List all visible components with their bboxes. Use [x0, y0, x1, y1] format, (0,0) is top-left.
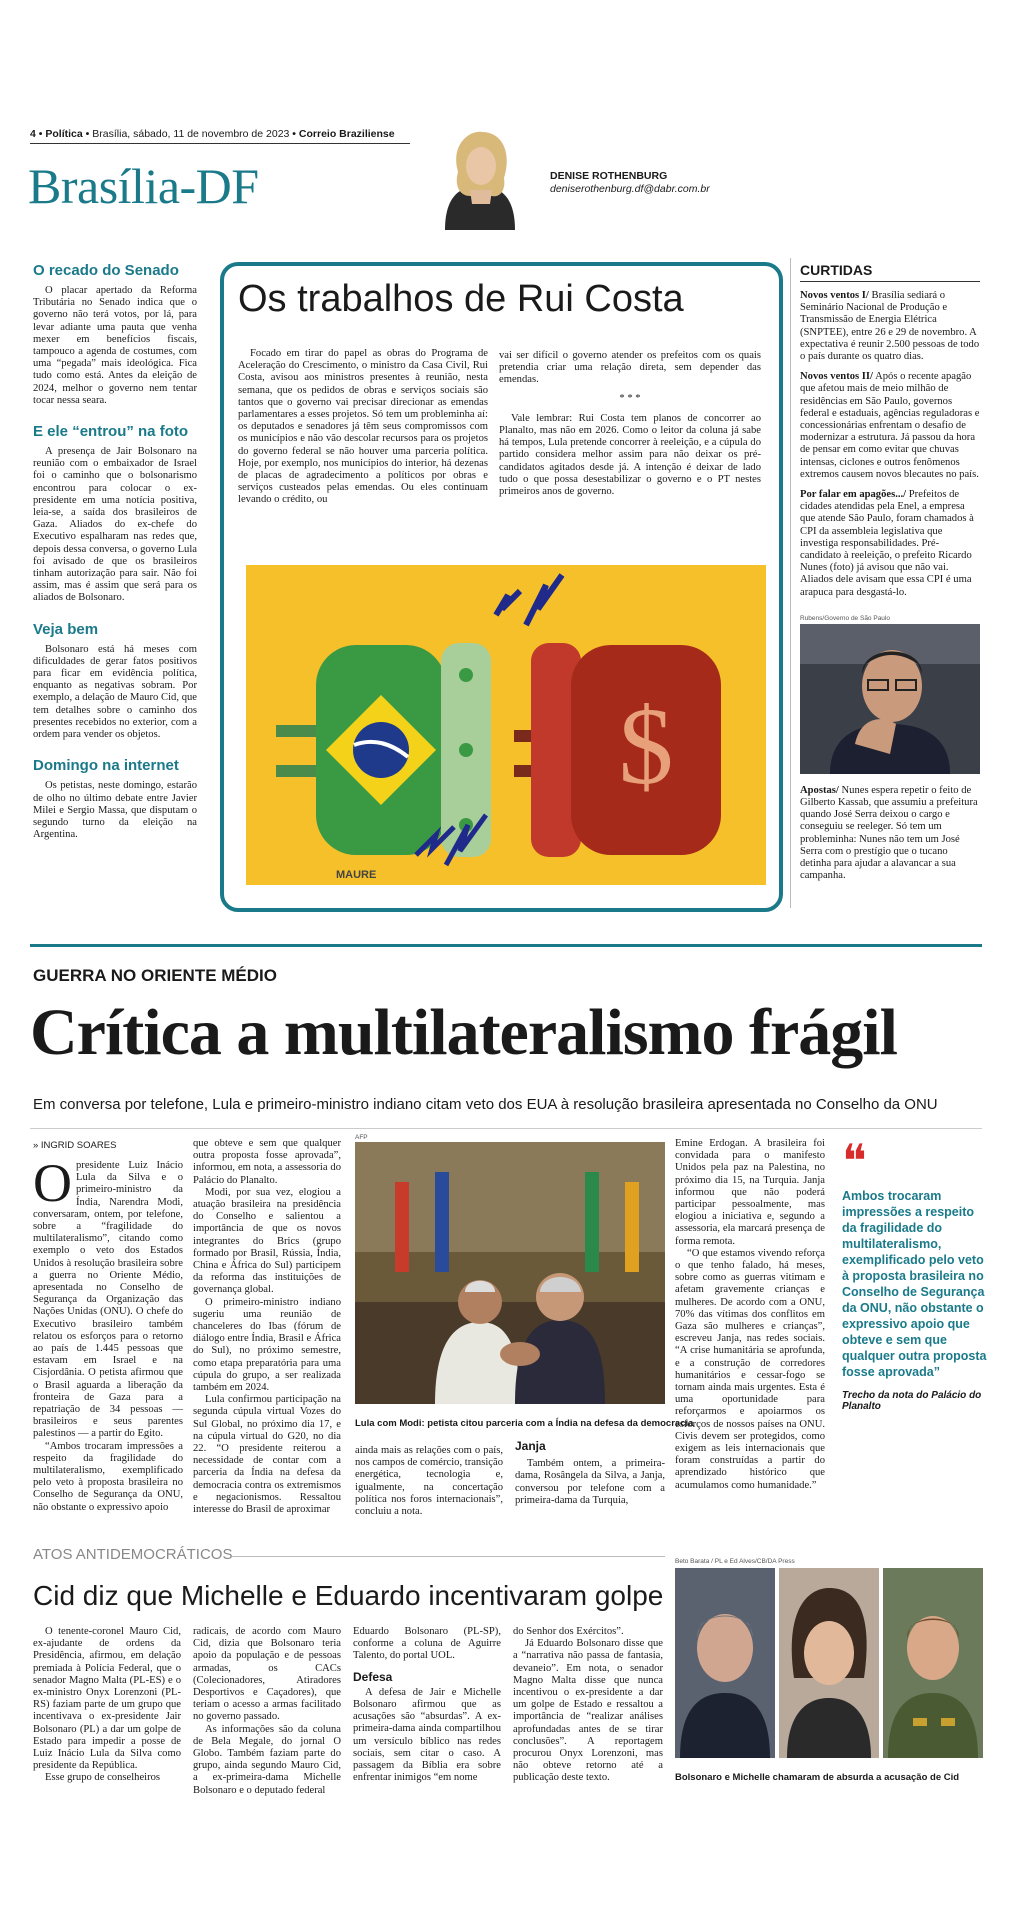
- caption-lead: Apostas/: [800, 784, 839, 796]
- header-rule: [30, 143, 410, 144]
- author-name: DENISE ROTHENBURG: [550, 170, 668, 182]
- guerra-headline: Crítica a multilateralismo frágil: [30, 996, 897, 1069]
- main-box-col2: [499, 350, 761, 498]
- guerra-col3: [355, 1445, 503, 1518]
- illustrator-credit: MAURE: [336, 869, 377, 881]
- left-item-title: E ele “entrou” na foto: [33, 423, 189, 441]
- guerra-byline: » INGRID SOARES: [33, 1140, 117, 1151]
- column-title: Brasília-DF: [28, 158, 259, 214]
- bullet: •: [85, 128, 90, 140]
- guerra-subhead: Em conversa por telefone, Lula e primeiro-ministro indiano citam veto dos EUA à resolução brasileira apresentada no Conselho da ONU: [33, 1096, 938, 1113]
- guerra-kicker: GUERRA NO ORIENTE MÉDIO: [33, 966, 277, 985]
- atos-text: do Senhor dos Exércitos”.: [513, 1626, 624, 1637]
- guerra-col1: [33, 1153, 183, 1514]
- page-dateline: [30, 128, 395, 140]
- curtidas-text: Após o recente apagão que afetou mais de meio milhão de residências em São Paulo, governos federal e estaduais, agências reguladoras e concessionárias enfrentam o desafio de modernizar a estrutura. Já passou da hora de pensar em como evitar que chuvas intensas, ciclones e outros fenômenos extremos causem novos blecautes no país.: [800, 371, 980, 480]
- left-item-title: O recado do Senado: [33, 262, 179, 279]
- left-item-3: [33, 621, 197, 742]
- main-box-text: Vale lembrar: Rui Costa tem planos de concorrer ao Planalto, mas não em 2026. Como o leitor da coluna já sabe há tempos, Lula pretende concorrer à reeleição, e a cúpula do partido considera melhor assim para não deixar os pré-candidatos agitados desde já. A intenção é deixar de lado tudo o que possa desestabilizar o governo e o PT nestes primeiros anos de governo.: [499, 412, 761, 498]
- guerra-text: Emine Erdogan. A brasileira foi convidada para o manifesto Unidos pela paz na Palestina, no próximo dia 15, na Turquia. Janja informou que não poderá participar pessoalmente, mas elogiou a iniciativa e, segundo a assessoria, ela marcará presença de forma remota.: [675, 1138, 825, 1247]
- atos-text: As informações são da coluna de Bela Megale, do jornal O Globo. Também faziam parte do grupo, ainda segundo Mauro Cid, a ex-primeira-dama Michelle Bolsonaro e o deputado federal: [193, 1723, 341, 1796]
- atos-kicker: ATOS ANTIDEMOCRÁTICOS: [33, 1546, 233, 1563]
- photo-caption: Bolsonaro e Michelle chamaram de absurda a acusação de Cid: [675, 1772, 960, 1783]
- curtidas-divider: [790, 258, 791, 908]
- atos-text: Esse grupo de conselheiros: [45, 1772, 161, 1784]
- quote-mark-icon: ❝: [842, 1134, 867, 1188]
- atos-text: Eduardo Bolsonaro (PL-SP), conforme a coluna de Aguirre Talento, do portal UOL.: [353, 1626, 501, 1662]
- atos-text: radicais, de acordo com Mauro Cid, dizia que Bolsonaro teria apoio da população e de pessoas armadas, os CACs (Colecionadores, Atiradores Desportivos e Caçadores), que teriam o acesso a armas facilitado no governo passado.: [193, 1626, 341, 1723]
- guerra-col5: [675, 1138, 825, 1492]
- photo-credit: Rubens/Governo de São Paulo: [800, 614, 890, 622]
- guerra-text: Modi, por sua vez, elogiou a atuação brasileira na presidência do Conselho e salientou a importância de que os novos integrantes do Brics (grupo formado por Brasil, Rússia, Índia, China e África do Sul) participem da reforma das instituições de governança global.: [193, 1186, 341, 1296]
- photo-credit: Beto Barata / PL e Ed Alves/CB/DA Press: [675, 1558, 795, 1565]
- bullet: •: [38, 128, 43, 140]
- atos-col3: [353, 1626, 501, 1784]
- atos-text: Já Eduardo Bolsonaro disse que a “narrativa não passa de fantasia, devaneio”. Em nota, o senador Magno Malta disse que nunca incentivou o ex-presidente a dar um golpe de Estado e ressaltou a importância de “realizar análises aprofundadas antes de se tirar conclusões”. A reportagem procurou Onyx Lorenzoni, mas não obteve retorno até a publicação deste texto.: [513, 1638, 663, 1784]
- separator-stars: * * *: [619, 392, 641, 404]
- svg-text:$: $: [618, 685, 674, 807]
- atos-headline: Cid diz que Michelle e Eduardo incentivaram golpe: [33, 1580, 664, 1611]
- quote-source: Trecho da nota do Palácio do Planalto: [842, 1390, 982, 1412]
- main-box-col1: [238, 348, 488, 507]
- curtidas-item: [800, 489, 980, 599]
- left-item-text: O placar apertado da Reforma Tributária no Senado indica que o governo não terá votos, por lá, para levar adiante uma pauta que venha mexer em benefícios fiscais, tampouco a agenda de costumes, com uma “pegada” mais ideológica. Fica tudo como está. Antes da eleição de 2024, melhor o governo nem tentar tocar nessa seara.: [33, 285, 197, 406]
- left-item-title: Domingo na internet: [33, 757, 179, 775]
- author-email[interactable]: deniserothenburg.df@dabr.com.br: [550, 183, 710, 195]
- bullet: •: [292, 128, 296, 140]
- curtidas-item: [800, 371, 980, 481]
- page-number: 4: [30, 128, 36, 140]
- guerra-text: ainda mais as relações com o país, nos campos de comércio, transição energética, tecnologia e, igualmente, na concertação política nos foros internacionais”, concluiu a nota.: [355, 1445, 503, 1518]
- curtidas-lead: Novos ventos II/: [800, 371, 873, 383]
- dateline-text: Brasília, sábado, 11 de novembro de 2023: [92, 128, 290, 140]
- left-item-text: Os petistas, neste domingo, estarão de olho no último debate entre Javier Milei e Sergio Massa, que disputam o segundo turno da eleição na Argentina.: [33, 780, 197, 841]
- left-item-text: Bolsonaro está há meses com dificuldades de gerar fatos positivos para ficar em evidência política, enquanto as negativas sobram. Por exemplo, a delação de Mauro Cid, que tem detalhes sobre o caminho dos presentes recebidos no exterior, com a ordem para vender os objetos.: [33, 643, 197, 741]
- atos-col1: [33, 1626, 181, 1785]
- atos-text: A defesa de Jair e Michelle Bolsonaro afirmou que as acusações são “absurdas”. A ex-primeira-dama ainda compartilhou um versículo bíblico nas redes sociais, sem citar o caso. A passagem da Bíblia era sobre enfrentar inimigos “em nome: [353, 1686, 501, 1784]
- michelle-photo: [779, 1568, 879, 1758]
- guerra-text: O primeiro-ministro indiano sugeriu uma reunião de chanceleres do Ibas (fórum de diálogo entre Índia, Brasil e África do Sul), no próximo semestre, como etapa preparatória para uma cúpula do grupo, a ser realizada também em 2024.: [193, 1296, 341, 1394]
- pull-quote: [842, 1134, 992, 1412]
- quote-text: Ambos trocaram impressões a respeito da fragilidade do multilateralismo, exemplificado pelo veto à proposta brasileira no Conselho de Segurança da ONU, não obstante o expressivo apoio que obteve e sem que qualquer outra proposta fosse aprovada”: [842, 1189, 987, 1379]
- left-column: [33, 262, 197, 841]
- photo-caption: [800, 785, 980, 883]
- guerra-col4: [515, 1440, 665, 1507]
- left-item-title: Veja bem: [33, 620, 99, 638]
- guerra-text: que obteve e sem que qualquer outra proposta fosse aprovada”, informou, em nota, a assessoria do Palácio do Planalto.: [193, 1138, 341, 1186]
- curtidas-title: CURTIDAS: [800, 262, 980, 282]
- lula-modi-photo: [355, 1142, 665, 1404]
- plugs-illustration: [246, 565, 766, 885]
- subhead-janja: Janja: [515, 1439, 546, 1453]
- main-box-title: Os trabalhos de Rui Costa: [238, 278, 684, 320]
- subhead-rule: [30, 1128, 982, 1129]
- curtidas-text: Prefeitos de cidades atendidas pela Enel, a empresa que atende São Paulo, foram chamados à CPI da assembleia legislativa que investiga responsabilidades. Pré-candidato à reeleição, o prefeito Ricardo Nunes (foto) já avisou que não vai. Aliados dele avisam que essa CPI é uma arapuca para desgastá-lo.: [800, 489, 974, 598]
- curtidas-item: [800, 290, 980, 363]
- photo-caption: Lula com Modi: petista citou parceria com a Índia na defesa da democracia: [355, 1418, 694, 1429]
- section-rule: [30, 944, 982, 947]
- guerra-text: “Ambos trocaram impressões a respeito da fragilidade do multilateralismo, exemplificado pelo veto à proposta brasileira no Conselho de Segurança da ONU, não obstante o expressivo apoio: [33, 1440, 183, 1513]
- curtidas-column: [800, 262, 980, 883]
- atos-rule: [232, 1556, 665, 1557]
- guerra-text: Lula confirmou participação na segunda cúpula virtual Vozes do Sul Global, no próximo dia 17, e na cúpula virtual do G20, no dia 22. “O presidente reiterou a necessidade de contar com a parceria da Índia na defesa da democracia contra os extremismos e negacionismos. Ressaltou interesse do Brasil de aproximar: [193, 1394, 341, 1516]
- bolsonaro-photo: [675, 1568, 775, 1758]
- atos-col2: [193, 1626, 341, 1797]
- caption-text: Nunes espera repetir o feito de Gilberto Kassab, que assumiu a prefeitura quando José Serra deixou o cargo e conseguiu se reeleger. Só tem um probleminha: Nunes não tem um José Serra com o prestígio que o tucano detinha para ajudar a alavancar a sua campanha.: [800, 784, 978, 882]
- eduardo-photo: [883, 1568, 983, 1758]
- dropcap: O: [33, 1153, 72, 1213]
- curtidas-lead: Por falar em apagões.../: [800, 489, 907, 501]
- nunes-photo: [800, 624, 980, 774]
- curtidas-lead: Novos ventos I/: [800, 290, 869, 301]
- main-box-text: vai ser difícil o governo atender os prefeitos com os quais pretendia criar uma relação direta, sem depender das emendas.: [499, 350, 761, 386]
- guerra-text: Também ontem, a primeira-dama, Rosângela da Silva, a Janja, conversou por telefone com a primeira-dama da Turquia,: [515, 1458, 665, 1506]
- left-item-text: A presença de Jair Bolsonaro na reunião com o embaixador de Israel foi o caminho que o bolsonarismo encontrou para colocar o ex-presidente em uma notícia positiva, leia-se, a saída dos brasileiros de Gaza. Aliados do ex-chefe do Executivo espalharam nas redes que, depois dessa conversa, o governo Lula foi avisado de que os brasileiros tinham autorização para sair. Não foi assim, mas é assim que será para os aliados de Bolsonaro.: [33, 446, 197, 604]
- author-portrait: [420, 126, 540, 230]
- section-name: Política: [45, 128, 83, 140]
- guerra-col2: [193, 1138, 341, 1516]
- curtidas-text: Brasília sediará o Seminário Nacional de Produção e Transmissão de Energia Elétrica (SNPTEE), entre 26 e 29 de novembro. A expectativa é reunir 2.500 pessoas de todo o país durante os quatro dias.: [800, 290, 980, 363]
- paper-name: Correio Braziliense: [298, 128, 395, 140]
- photo-credit: AFP: [355, 1134, 368, 1141]
- atos-col4: [513, 1626, 663, 1785]
- guerra-text: presidente Luiz Inácio Lula da Silva e o primeiro-ministro da Índia, Narendra Modi, conversaram, ontem, por telefone, sobre a “fragilidade do multilateralismo”, citando como exemplo o veto dos Estados Unidos à resolução brasileira sobre a guerra no Oriente Médio, apresentada no Conselho de Segurança da Organização das Nações Unidas (ONU). O chefe do Executivo brasileiro também relatou os esforços para o retorno ao país de 1.445 pessoas que estavam em Israel e na Cisjordânia. O petista afirmou que o Brasil aguarda a liberação da fronteira de Gaza para a repatriação de 34 pessoas — brasileiros e seus parentes palestinos — a partir do Egito.: [33, 1160, 183, 1440]
- left-item-1: [33, 262, 197, 407]
- left-item-2: [33, 423, 197, 605]
- main-box-text: Focado em tirar do papel as obras do Programa de Aceleração do Crescimento, o ministro da Casa Civil, Rui Costa, avisou aos ministros presentes à reunião, nesta semana, que os pedidos de obras e serviços sociais são tantos que o governo vai precisar direcionar as emendas parlamentares a esses projetos. Só tem um probleminha aí: os deputados e senadores já têm seus compromissos com os municípios e não vão descolar recursos para os projetos do governo federal se não houver uma parceria política. Hoje, por exemplo, nos municípios do interior, há dezenas de placas de agradecimento a políticos por obras e serviços custeados pelas emendas. Ou eles continuam levando o crédito, ou: [238, 348, 488, 506]
- guerra-text: “O que estamos vivendo reforça o que tenho falado, há meses, sobre como as guerras vitimam e afetam gravemente crianças e mulheres. De acordo com a ONU, 70% das vítimas dos conflitos em Gaza são mulheres e crianças”, escreveu Janja, nas redes sociais. “A crise humanitária se aprofunda, e a construção de corredores humanitários e cessar-fogo se tornam ainda mais urgentes. Esta é uma oportunidade para reforçarmos e apoiarmos os esforços de nossos países na ONU. Civis devem ser protegidos, como exigem as leis internacionais que foram construídas a partir do aprendizado histórico que acumulamos como humanidade.”: [675, 1247, 825, 1491]
- subhead-defesa: Defesa: [353, 1669, 393, 1684]
- atos-text: O tenente-coronel Mauro Cid, ex-ajudante de ordens da Presidência, afirmou, em delação premiada à Polícia Federal, que o senador Magno Malta (PL-ES) e o ex-ministro Onyx Lorenzoni (PL-RS) faziam parte de um grupo que incentivava o ex-presidente Jair Bolsonaro (PL) a dar um golpe de Estado para impedir a posse de Luiz Inácio Lula da Silva como presidente da República.: [33, 1626, 181, 1772]
- left-item-4: [33, 757, 197, 841]
